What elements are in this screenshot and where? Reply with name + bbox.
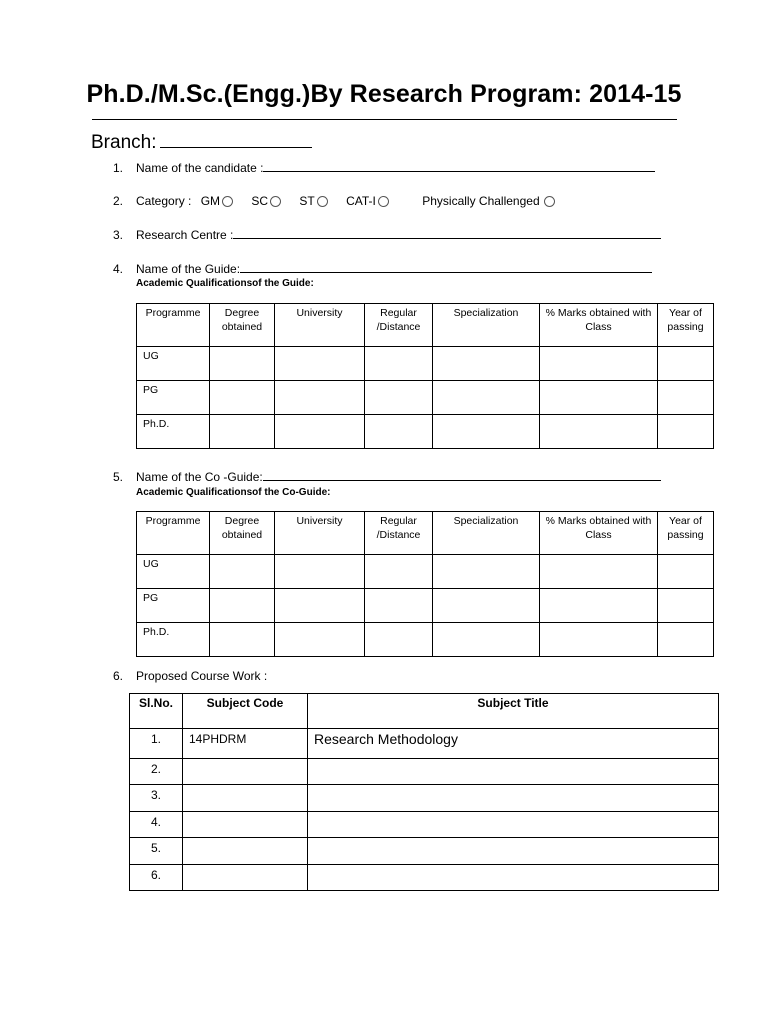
table-cell[interactable] xyxy=(658,381,714,415)
subject-code-cell[interactable]: 14PHDRM xyxy=(183,729,308,759)
coguide-input-line[interactable] xyxy=(263,469,661,481)
table-row xyxy=(137,347,714,381)
table-cell[interactable] xyxy=(540,381,658,415)
category-option-cat-i[interactable] xyxy=(346,194,389,208)
table-cell[interactable] xyxy=(433,347,540,381)
programme-cell: UG xyxy=(137,347,210,381)
item-number: 2. xyxy=(113,194,124,208)
serial-number-cell: 1. xyxy=(130,729,183,759)
table-cell[interactable] xyxy=(433,623,540,657)
item-number: 4. xyxy=(113,262,124,276)
serial-number-cell: 4. xyxy=(130,812,183,838)
table-cell[interactable] xyxy=(210,555,275,589)
column-header: Sl.No. xyxy=(130,694,183,729)
column-header: University xyxy=(275,512,365,555)
table-cell[interactable] xyxy=(365,347,433,381)
table-cell[interactable] xyxy=(275,623,365,657)
guide-field xyxy=(113,261,652,276)
guide-qualifications-table xyxy=(136,303,714,449)
title-divider xyxy=(92,119,677,120)
item-number: 1. xyxy=(113,161,124,175)
table-cell[interactable] xyxy=(540,415,658,449)
subject-title-cell[interactable] xyxy=(308,865,719,891)
candidate-input-line[interactable] xyxy=(263,160,655,172)
coguide-qualifications-table xyxy=(136,511,714,657)
guide-input-line[interactable] xyxy=(240,261,652,273)
branch-label: Branch: xyxy=(91,132,157,153)
table-cell[interactable] xyxy=(275,555,365,589)
category-option-sc[interactable] xyxy=(251,194,281,208)
table-header-row xyxy=(137,304,714,347)
column-header: Programme xyxy=(137,512,210,555)
branch-input-line[interactable] xyxy=(160,131,312,148)
column-header: % Marks obtained with Class xyxy=(540,512,658,555)
table-cell[interactable] xyxy=(433,415,540,449)
table-cell[interactable] xyxy=(658,415,714,449)
coguide-qualifications-heading: Academic Qualificationsof the Co-Guide: xyxy=(136,487,331,498)
table-cell[interactable] xyxy=(658,589,714,623)
table-cell[interactable] xyxy=(210,381,275,415)
column-header: Specialization xyxy=(433,304,540,347)
column-header: Degree obtained xyxy=(210,512,275,555)
programme-cell: Ph.D. xyxy=(137,623,210,657)
category-option-st[interactable] xyxy=(299,194,327,208)
serial-number-cell: 5. xyxy=(130,838,183,865)
table-cell[interactable] xyxy=(433,555,540,589)
research-centre-label: Research Centre : xyxy=(136,228,234,242)
radio-icon[interactable] xyxy=(378,196,389,207)
candidate-field xyxy=(113,160,655,175)
table-row xyxy=(130,838,719,865)
serial-number-cell: 3. xyxy=(130,785,183,812)
research-centre-field xyxy=(113,227,661,242)
option-label: SC xyxy=(251,194,269,208)
radio-icon[interactable] xyxy=(270,196,281,207)
coguide-field xyxy=(113,469,661,484)
option-label: Physically Challenged xyxy=(422,194,540,208)
subject-code-cell[interactable] xyxy=(183,812,308,838)
programme-cell: UG xyxy=(137,555,210,589)
table-cell[interactable] xyxy=(365,415,433,449)
table-cell[interactable] xyxy=(433,381,540,415)
table-row xyxy=(137,415,714,449)
table-row xyxy=(137,589,714,623)
table-row xyxy=(130,812,719,838)
table-cell[interactable] xyxy=(540,555,658,589)
table-cell[interactable] xyxy=(540,623,658,657)
subject-code-cell[interactable] xyxy=(183,838,308,865)
table-cell[interactable] xyxy=(540,589,658,623)
column-header: Regular /Distance xyxy=(365,304,433,347)
table-header-row xyxy=(137,512,714,555)
table-row xyxy=(137,555,714,589)
subject-title-cell[interactable] xyxy=(308,812,719,838)
radio-icon[interactable] xyxy=(544,196,555,207)
programme-cell: PG xyxy=(137,381,210,415)
table-cell[interactable] xyxy=(210,589,275,623)
serial-number-cell: 6. xyxy=(130,865,183,891)
option-label: ST xyxy=(299,194,315,208)
column-header: Year of passing xyxy=(658,304,714,347)
table-cell[interactable] xyxy=(365,623,433,657)
option-label: GM xyxy=(200,194,221,208)
subject-title-cell[interactable] xyxy=(308,759,719,785)
candidate-label: Name of the candidate : xyxy=(136,161,264,175)
table-cell[interactable] xyxy=(658,347,714,381)
guide-qualifications-heading: Academic Qualificationsof the Guide: xyxy=(136,278,314,289)
column-header: Regular /Distance xyxy=(365,512,433,555)
table-cell[interactable] xyxy=(658,555,714,589)
category-option-physically-challenged[interactable] xyxy=(422,194,554,208)
item-number: 3. xyxy=(113,228,124,242)
item-number: 5. xyxy=(113,470,124,484)
item-number: 6. xyxy=(113,669,124,683)
table-row xyxy=(137,381,714,415)
radio-icon[interactable] xyxy=(222,196,233,207)
category-field xyxy=(113,194,570,208)
column-header: Specialization xyxy=(433,512,540,555)
table-cell[interactable] xyxy=(433,589,540,623)
subject-title-cell[interactable] xyxy=(308,785,719,812)
subject-code-cell[interactable] xyxy=(183,759,308,785)
subject-title-cell[interactable] xyxy=(308,838,719,865)
column-header: % Marks obtained with Class xyxy=(540,304,658,347)
table-cell[interactable] xyxy=(658,623,714,657)
table-cell[interactable] xyxy=(275,347,365,381)
table-cell[interactable] xyxy=(275,415,365,449)
column-header: Year of passing xyxy=(658,512,714,555)
table-cell[interactable] xyxy=(210,623,275,657)
column-header: Degree obtained xyxy=(210,304,275,347)
table-cell[interactable] xyxy=(365,589,433,623)
column-header: Subject Code xyxy=(183,694,308,729)
option-label: CAT-I xyxy=(346,194,376,208)
table-cell[interactable] xyxy=(540,347,658,381)
subject-code-cell[interactable] xyxy=(183,785,308,812)
table-row xyxy=(137,623,714,657)
guide-label: Name of the Guide: xyxy=(136,262,241,276)
table-header-row xyxy=(130,694,719,729)
table-cell[interactable] xyxy=(275,589,365,623)
research-centre-input-line[interactable] xyxy=(233,227,661,239)
subject-title-cell[interactable]: Research Methodology xyxy=(308,729,719,759)
table-cell[interactable] xyxy=(275,381,365,415)
table-row xyxy=(130,759,719,785)
column-header: University xyxy=(275,304,365,347)
category-option-gm[interactable] xyxy=(201,194,233,208)
subject-code-cell[interactable] xyxy=(183,865,308,891)
coguide-label: Name of the Co -Guide: xyxy=(136,470,263,484)
column-header: Programme xyxy=(137,304,210,347)
serial-number-cell: 2. xyxy=(130,759,183,785)
course-work-table xyxy=(129,693,719,891)
table-row xyxy=(130,865,719,891)
radio-icon[interactable] xyxy=(317,196,328,207)
table-cell[interactable] xyxy=(210,415,275,449)
course-work-label: Proposed Course Work : xyxy=(136,669,268,683)
table-row xyxy=(130,785,719,812)
category-label: Category : xyxy=(136,194,192,208)
course-work-field xyxy=(113,669,267,683)
programme-cell: Ph.D. xyxy=(137,415,210,449)
table-cell[interactable] xyxy=(365,555,433,589)
column-header: Subject Title xyxy=(308,694,719,729)
table-row xyxy=(130,729,719,759)
branch-field xyxy=(91,131,312,154)
table-cell[interactable] xyxy=(365,381,433,415)
programme-cell: PG xyxy=(137,589,210,623)
page-title: Ph.D./M.Sc.(Engg.)By Research Program: 2014-15 xyxy=(86,80,682,108)
table-cell[interactable] xyxy=(210,347,275,381)
